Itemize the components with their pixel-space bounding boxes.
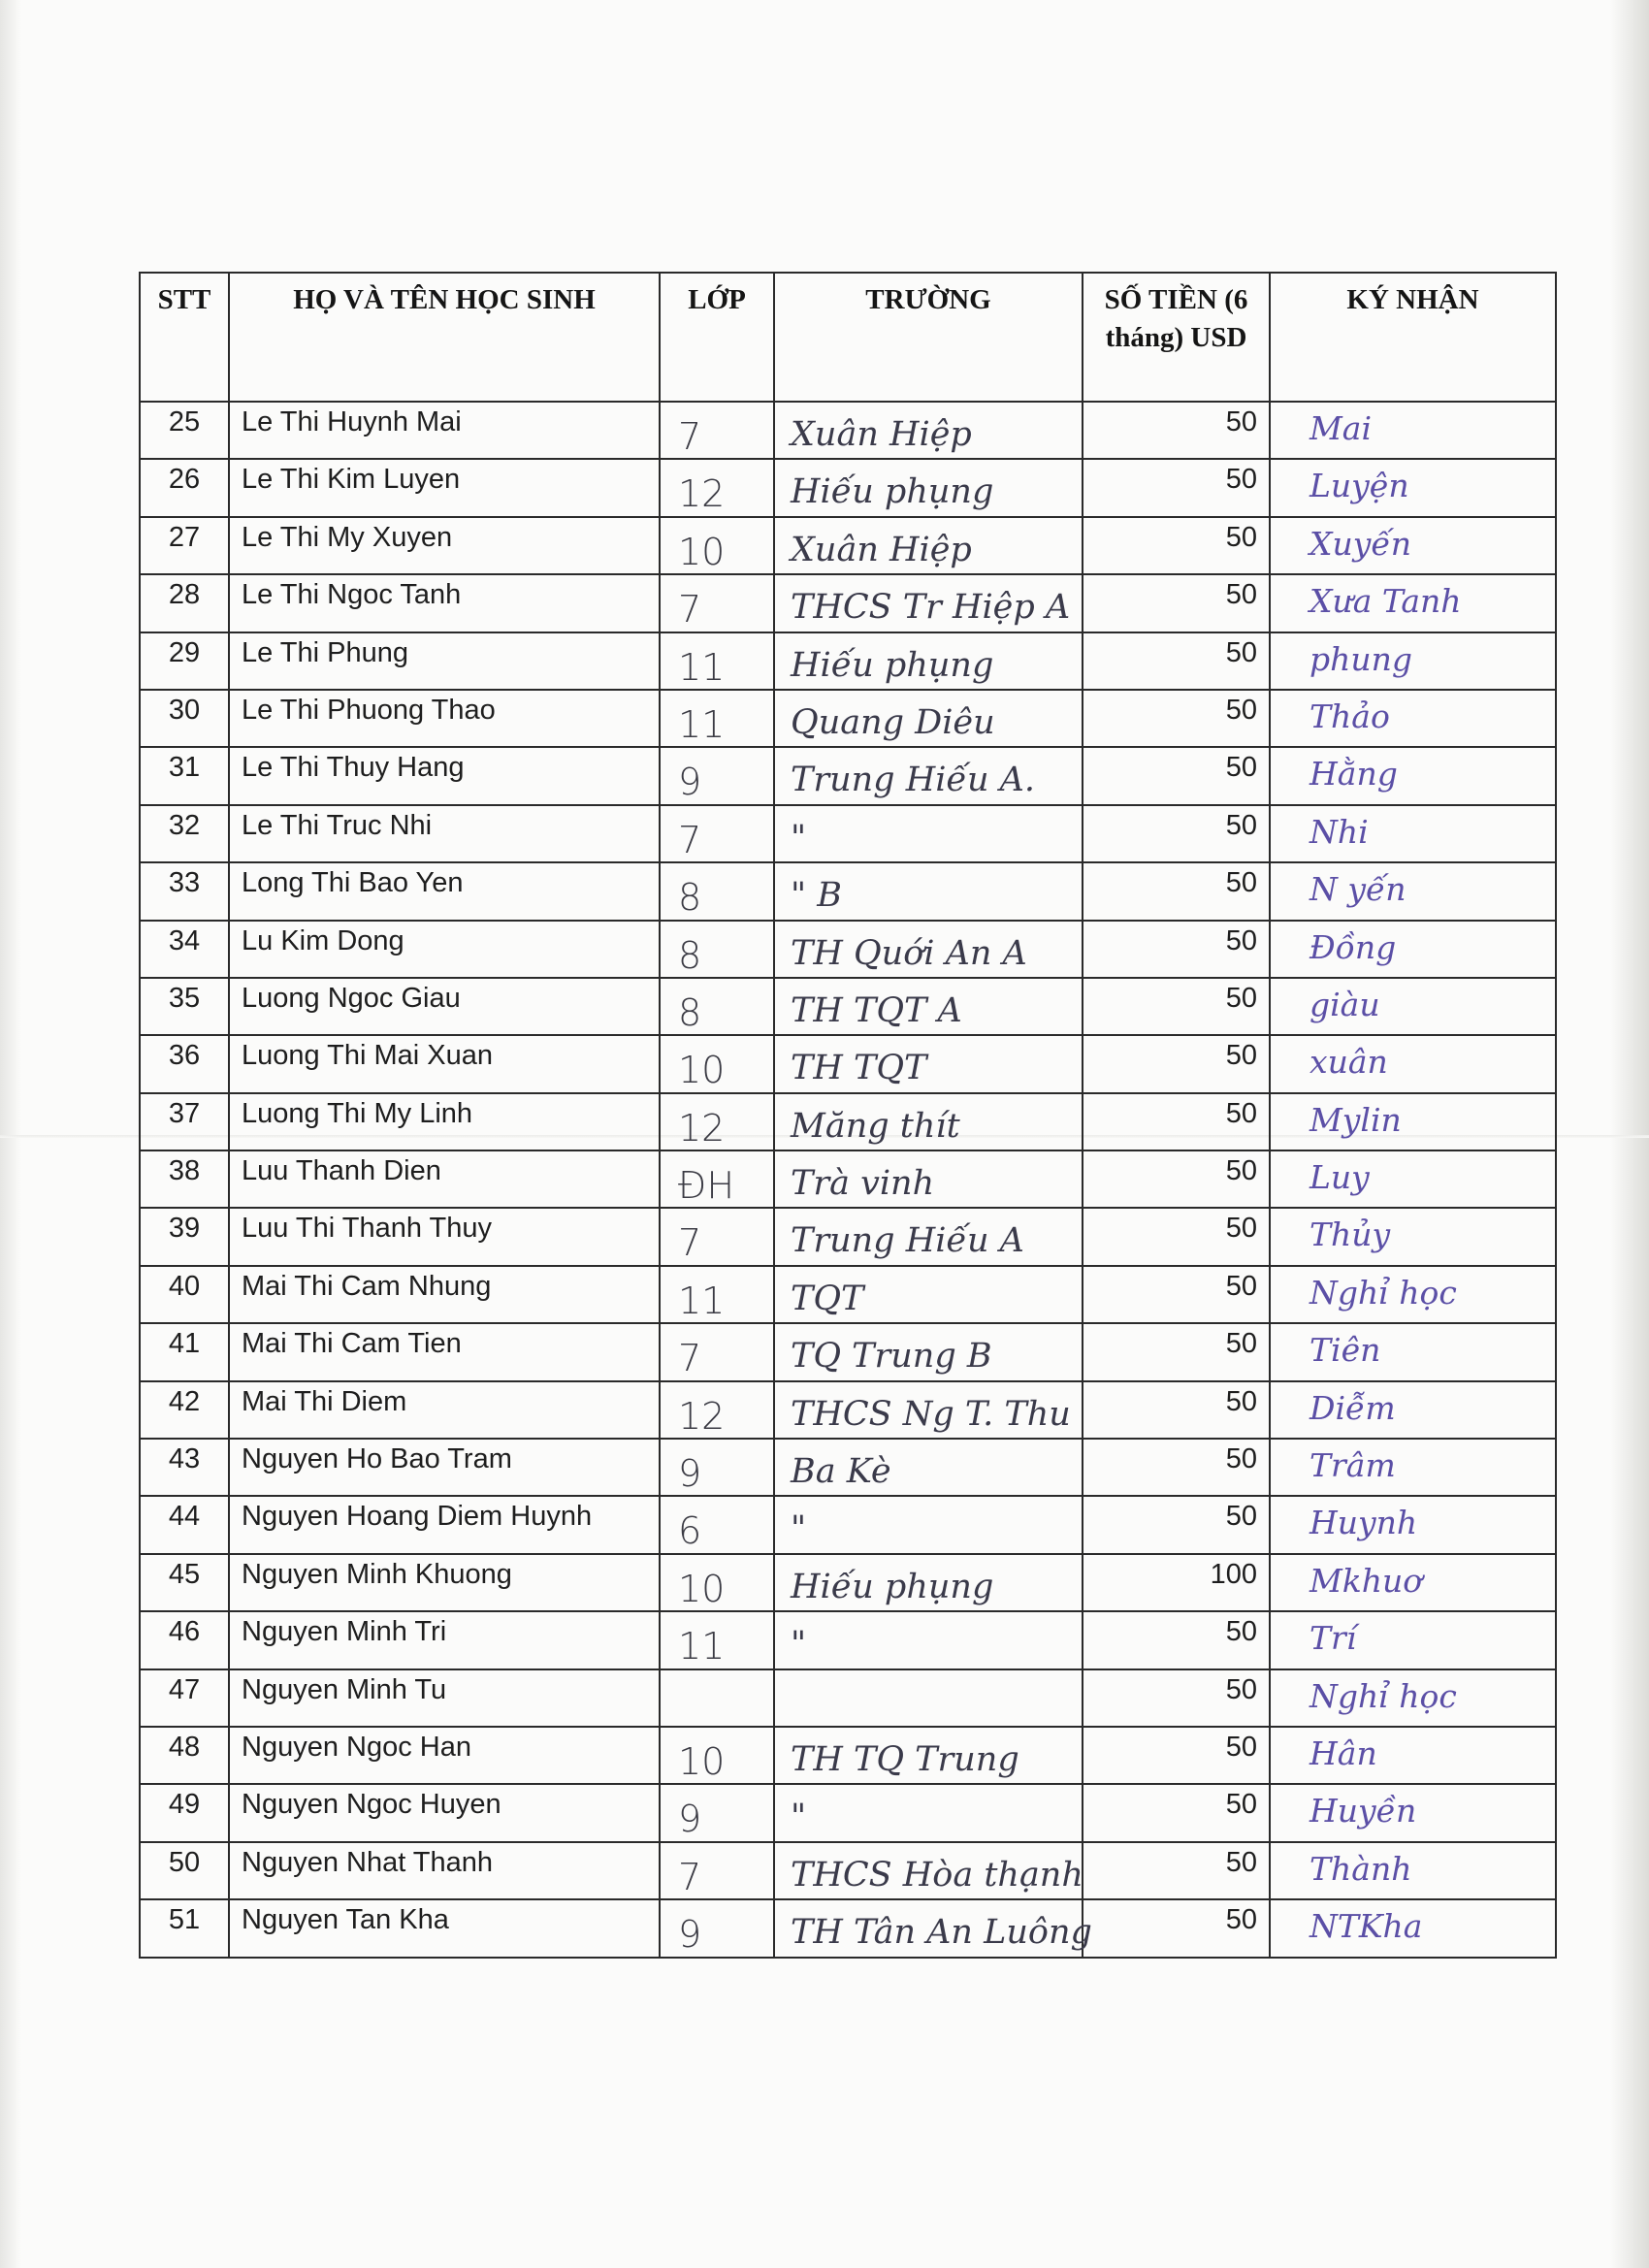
amount-usd: 50: [1083, 1439, 1270, 1496]
table-body: [140, 402, 1556, 1958]
handwritten-signature: Luy: [1310, 1158, 1370, 1197]
row-number: 50: [140, 1842, 229, 1899]
handwritten-signature: N yến: [1310, 870, 1406, 909]
handwritten-grade: 7: [678, 818, 702, 861]
handwritten-signature: Mai: [1310, 409, 1373, 447]
table-row: [140, 632, 1556, 690]
amount-usd: 50: [1083, 1496, 1270, 1553]
amount-usd: 50: [1083, 459, 1270, 516]
table-row: [140, 1611, 1556, 1669]
handwritten-grade: 11: [678, 702, 726, 746]
amount-usd: 50: [1083, 1381, 1270, 1439]
table-row: [140, 1093, 1556, 1150]
handwritten-grade: 7: [678, 1855, 702, 1898]
handwritten-school: Hiếu phụng: [791, 1567, 994, 1606]
handwritten-signature: xuân: [1310, 1043, 1388, 1082]
student-name: Luong Thi My Linh: [229, 1093, 660, 1150]
handwritten-school: TQ Trung B: [791, 1337, 992, 1377]
handwritten-grade-cell: [660, 921, 774, 978]
amount-usd: 50: [1083, 517, 1270, 574]
handwritten-signature: Nghỉ học: [1310, 1273, 1457, 1312]
header-stt: STT: [140, 273, 229, 402]
amount-usd: 50: [1083, 805, 1270, 862]
handwritten-signature-cell: [1270, 402, 1556, 459]
paper-edge-right: [1610, 0, 1649, 2268]
table-row: [140, 1784, 1556, 1841]
header-student-name: HỌ VÀ TÊN HỌC SINH: [229, 273, 660, 402]
handwritten-school: THCS Ng T. Thu: [791, 1394, 1071, 1434]
amount-usd: 50: [1083, 574, 1270, 632]
handwritten-grade: 9: [678, 1452, 702, 1496]
handwritten-signature-cell: [1270, 459, 1556, 516]
handwritten-signature-cell: [1270, 1899, 1556, 1957]
student-name: Le Thi Phung: [229, 632, 660, 690]
handwritten-school: ": [791, 818, 807, 858]
handwritten-grade: 7: [678, 588, 702, 632]
handwritten-school-cell: [774, 1439, 1083, 1496]
handwritten-signature-cell: [1270, 1611, 1556, 1669]
handwritten-grade-cell: [660, 517, 774, 574]
amount-usd: 50: [1083, 1727, 1270, 1784]
table-row: [140, 805, 1556, 862]
row-number: 42: [140, 1381, 229, 1439]
student-name: Mai Thi Cam Nhung: [229, 1266, 660, 1323]
handwritten-grade: 11: [678, 645, 726, 689]
header-signature: KÝ NHẬN: [1270, 273, 1556, 402]
handwritten-school: ": [791, 1509, 807, 1549]
handwritten-grade: 7: [678, 1337, 702, 1380]
row-number: 26: [140, 459, 229, 516]
handwritten-grade: 9: [678, 1913, 702, 1957]
handwritten-signature: Hằng: [1310, 755, 1398, 794]
row-number: 34: [140, 921, 229, 978]
table-row: [140, 1150, 1556, 1208]
student-name: Mai Thi Diem: [229, 1381, 660, 1439]
amount-usd: 50: [1083, 1323, 1270, 1380]
amount-usd: 100: [1083, 1554, 1270, 1611]
handwritten-grade: ĐH: [678, 1164, 735, 1208]
handwritten-signature-cell: [1270, 1208, 1556, 1265]
table-header: [140, 273, 1556, 402]
handwritten-school-cell: [774, 1381, 1083, 1439]
handwritten-grade: 7: [678, 415, 702, 458]
student-name: Nguyen Tan Kha: [229, 1899, 660, 1957]
handwritten-school-cell: [774, 1323, 1083, 1380]
handwritten-signature: Thành: [1310, 1849, 1412, 1888]
row-number: 35: [140, 978, 229, 1035]
student-name: Luong Ngoc Giau: [229, 978, 660, 1035]
handwritten-grade: 8: [678, 933, 702, 977]
handwritten-school-cell: [774, 1611, 1083, 1669]
handwritten-signature: Huynh: [1310, 1504, 1418, 1542]
handwritten-signature: Mylin: [1310, 1100, 1402, 1139]
handwritten-signature-cell: [1270, 574, 1556, 632]
handwritten-grade: 11: [678, 1625, 726, 1669]
handwritten-grade-cell: [660, 1611, 774, 1669]
handwritten-school-cell: [774, 1266, 1083, 1323]
student-name: Le Thi Ngoc Tanh: [229, 574, 660, 632]
handwritten-school: TH TQT A: [791, 990, 962, 1030]
handwritten-signature-cell: [1270, 1439, 1556, 1496]
handwritten-grade-cell: [660, 1093, 774, 1150]
handwritten-grade: 12: [678, 472, 726, 516]
student-name: Lu Kim Dong: [229, 921, 660, 978]
handwritten-signature-cell: [1270, 1669, 1556, 1727]
handwritten-school: " B: [791, 876, 842, 916]
handwritten-grade-cell: [660, 805, 774, 862]
row-number: 44: [140, 1496, 229, 1553]
row-number: 43: [140, 1439, 229, 1496]
handwritten-grade-cell: [660, 690, 774, 747]
amount-usd: 50: [1083, 690, 1270, 747]
row-number: 37: [140, 1093, 229, 1150]
handwritten-grade: 9: [678, 1798, 702, 1841]
handwritten-school: Ba Kè: [791, 1452, 891, 1492]
amount-usd: 50: [1083, 1208, 1270, 1265]
handwritten-signature-cell: [1270, 517, 1556, 574]
student-name: Nguyen Minh Khuong: [229, 1554, 660, 1611]
handwritten-grade: 10: [678, 1049, 726, 1092]
handwritten-signature-cell: [1270, 690, 1556, 747]
student-name: Nguyen Ho Bao Tram: [229, 1439, 660, 1496]
row-number: 46: [140, 1611, 229, 1669]
handwritten-grade-cell: [660, 1266, 774, 1323]
handwritten-signature-cell: [1270, 747, 1556, 804]
handwritten-signature-cell: [1270, 1035, 1556, 1092]
handwritten-signature-cell: [1270, 1554, 1556, 1611]
handwritten-school-cell: [774, 517, 1083, 574]
handwritten-school: Hiếu phụng: [791, 645, 994, 685]
row-number: 39: [140, 1208, 229, 1265]
row-number: 28: [140, 574, 229, 632]
paper-edge-left: [0, 0, 21, 2268]
amount-usd: 50: [1083, 978, 1270, 1035]
table-row: [140, 574, 1556, 632]
table-row: [140, 690, 1556, 747]
student-name: Nguyen Minh Tri: [229, 1611, 660, 1669]
handwritten-signature-cell: [1270, 1266, 1556, 1323]
handwritten-school: Trung Hiếu A.: [791, 761, 1036, 800]
handwritten-grade: 9: [678, 761, 702, 804]
table-row: [140, 747, 1556, 804]
handwritten-school-cell: [774, 747, 1083, 804]
handwritten-signature: Xuyến: [1310, 524, 1411, 563]
handwritten-school-cell: [774, 690, 1083, 747]
amount-usd: 50: [1083, 402, 1270, 459]
handwritten-grade-cell: [660, 1208, 774, 1265]
handwritten-school-cell: [774, 459, 1083, 516]
handwritten-grade-cell: [660, 632, 774, 690]
handwritten-signature: Thảo: [1310, 697, 1390, 735]
handwritten-school: Xuân Hiệp: [791, 415, 972, 454]
handwritten-signature-cell: [1270, 1784, 1556, 1841]
row-number: 30: [140, 690, 229, 747]
student-name: Le Thi My Xuyen: [229, 517, 660, 574]
handwritten-signature: Huyền: [1310, 1792, 1417, 1831]
handwritten-school: TH TQT: [791, 1049, 927, 1088]
student-name: Le Thi Truc Nhi: [229, 805, 660, 862]
amount-usd: 50: [1083, 1035, 1270, 1092]
handwritten-school-cell: [774, 1899, 1092, 1957]
student-name: Luong Thi Mai Xuan: [229, 1035, 660, 1092]
handwritten-grade-cell: [660, 1669, 774, 1727]
handwritten-grade-cell: [660, 1899, 774, 1957]
handwritten-grade-cell: [660, 1842, 774, 1899]
handwritten-grade: 11: [678, 1279, 726, 1322]
handwritten-school: Quang Diêu: [791, 702, 995, 742]
student-name: Nguyen Ngoc Han: [229, 1727, 660, 1784]
handwritten-school: TH Quới An A: [791, 933, 1027, 973]
handwritten-signature-cell: [1270, 978, 1556, 1035]
amount-usd: 50: [1083, 1266, 1270, 1323]
handwritten-school: Xuân Hiệp: [791, 530, 972, 569]
table-row: [140, 459, 1556, 516]
row-number: 27: [140, 517, 229, 574]
handwritten-signature: Mkhuơ: [1310, 1561, 1423, 1600]
handwritten-signature: Hân: [1310, 1733, 1377, 1772]
handwritten-signature: Luyện: [1310, 467, 1409, 505]
header-school: TRƯỜNG: [774, 273, 1083, 402]
student-name: Le Thi Kim Luyen: [229, 459, 660, 516]
amount-usd: 50: [1083, 1611, 1270, 1669]
student-name: Le Thi Thuy Hang: [229, 747, 660, 804]
handwritten-signature: NTKha: [1310, 1907, 1423, 1946]
row-number: 48: [140, 1727, 229, 1784]
handwritten-grade-cell: [660, 1323, 774, 1380]
student-name: Luu Thanh Dien: [229, 1150, 660, 1208]
handwritten-signature: Đồng: [1310, 927, 1397, 966]
header-grade: LỚP: [660, 273, 774, 402]
handwritten-grade: 10: [678, 1739, 726, 1783]
handwritten-school-cell: [774, 1093, 1083, 1150]
handwritten-school-cell: [774, 632, 1083, 690]
handwritten-school: TH Tân An Luông: [791, 1913, 1092, 1953]
handwritten-signature: giàu: [1310, 985, 1380, 1023]
row-number: 40: [140, 1266, 229, 1323]
handwritten-school-cell: [774, 1669, 1083, 1727]
table-row: [140, 1439, 1556, 1496]
amount-usd: 50: [1083, 1093, 1270, 1150]
handwritten-grade: 12: [678, 1394, 726, 1438]
handwritten-school-cell: [774, 402, 1083, 459]
amount-usd: 50: [1083, 862, 1270, 920]
handwritten-grade-cell: [660, 574, 774, 632]
row-number: 29: [140, 632, 229, 690]
handwritten-grade-cell: [660, 978, 774, 1035]
handwritten-grade-cell: [660, 402, 774, 459]
table-row: [140, 1496, 1556, 1553]
handwritten-grade-cell: [660, 459, 774, 516]
handwritten-grade-cell: [660, 1439, 774, 1496]
table-row: [140, 862, 1556, 920]
handwritten-grade: 10: [678, 1567, 726, 1610]
handwritten-school-cell: [774, 1842, 1083, 1899]
handwritten-signature-cell: [1270, 921, 1556, 978]
handwritten-signature-cell: [1270, 1842, 1556, 1899]
table-row: [140, 1035, 1556, 1092]
table-row: [140, 1323, 1556, 1380]
handwritten-school: Hiếu phụng: [791, 472, 994, 512]
student-name: Le Thi Phuong Thao: [229, 690, 660, 747]
table-row: [140, 1842, 1556, 1899]
handwritten-signature: Trâm: [1310, 1446, 1396, 1485]
handwritten-signature: phung: [1310, 639, 1413, 678]
table-row: [140, 402, 1556, 459]
handwritten-school-cell: [774, 574, 1083, 632]
row-number: 47: [140, 1669, 229, 1727]
student-name: Luu Thi Thanh Thuy: [229, 1208, 660, 1265]
handwritten-grade-cell: [660, 1035, 774, 1092]
handwritten-school: TH TQ Trung: [791, 1739, 1019, 1779]
row-number: 49: [140, 1784, 229, 1841]
student-name: Long Thi Bao Yen: [229, 862, 660, 920]
handwritten-signature-cell: [1270, 1381, 1556, 1439]
handwritten-school-cell: [774, 1554, 1083, 1611]
handwritten-signature-cell: [1270, 1093, 1556, 1150]
table-row: [140, 921, 1556, 978]
handwritten-signature-cell: [1270, 1496, 1556, 1553]
handwritten-grade: 8: [678, 876, 702, 920]
handwritten-school-cell: [774, 1496, 1083, 1553]
handwritten-grade-cell: [660, 1554, 774, 1611]
handwritten-grade-cell: [660, 862, 774, 920]
row-number: 25: [140, 402, 229, 459]
student-name: Le Thi Huynh Mai: [229, 402, 660, 459]
row-number: 31: [140, 747, 229, 804]
handwritten-grade-cell: [660, 747, 774, 804]
handwritten-school-cell: [774, 1150, 1083, 1208]
handwritten-school: Trà vinh: [791, 1164, 935, 1204]
handwritten-grade: 7: [678, 1221, 702, 1265]
table-row: [140, 1554, 1556, 1611]
handwritten-grade: 8: [678, 990, 702, 1034]
row-number: 41: [140, 1323, 229, 1380]
handwritten-school: THCS Hòa thạnh: [791, 1855, 1083, 1895]
handwritten-signature: Tiên: [1310, 1331, 1381, 1370]
handwritten-grade: 12: [678, 1106, 726, 1150]
row-number: 45: [140, 1554, 229, 1611]
student-name: Nguyen Hoang Diem Huynh: [229, 1496, 660, 1553]
handwritten-signature-cell: [1270, 632, 1556, 690]
handwritten-signature-cell: [1270, 862, 1556, 920]
student-name: Mai Thi Cam Tien: [229, 1323, 660, 1380]
amount-usd: 50: [1083, 1784, 1270, 1841]
table-row: [140, 1727, 1556, 1784]
handwritten-school: THCS Tr Hiệp A: [791, 588, 1071, 628]
handwritten-school: TQT: [791, 1279, 864, 1318]
amount-usd: 50: [1083, 1842, 1270, 1899]
amount-usd: 50: [1083, 1899, 1270, 1957]
amount-usd: 50: [1083, 747, 1270, 804]
table-row: [140, 1899, 1556, 1957]
header-amount: SỐ TIỀN (6 tháng) USD: [1083, 273, 1270, 402]
handwritten-school-cell: [774, 1208, 1083, 1265]
table-row: [140, 1208, 1556, 1265]
handwritten-school: ": [791, 1625, 807, 1665]
handwritten-school-cell: [774, 1727, 1083, 1784]
amount-usd: 50: [1083, 921, 1270, 978]
handwritten-signature-cell: [1270, 805, 1556, 862]
table-row: [140, 978, 1556, 1035]
table-row: [140, 517, 1556, 574]
handwritten-signature: Diễm: [1310, 1388, 1396, 1427]
handwritten-school-cell: [774, 978, 1083, 1035]
handwritten-signature: Nhi: [1310, 812, 1369, 851]
handwritten-grade-cell: [660, 1150, 774, 1208]
handwritten-signature-cell: [1270, 1323, 1556, 1380]
row-number: 36: [140, 1035, 229, 1092]
handwritten-signature-cell: [1270, 1727, 1556, 1784]
student-name: Nguyen Minh Tu: [229, 1669, 660, 1727]
table-row: [140, 1669, 1556, 1727]
handwritten-school: ": [791, 1798, 807, 1837]
handwritten-grade: 10: [678, 530, 726, 573]
table-row: [140, 1381, 1556, 1439]
handwritten-school-cell: [774, 805, 1083, 862]
handwritten-signature-cell: [1270, 1150, 1556, 1208]
table-row: [140, 1266, 1556, 1323]
handwritten-school: Trung Hiếu A: [791, 1221, 1024, 1261]
handwritten-grade-cell: [660, 1784, 774, 1841]
student-name: Nguyen Nhat Thanh: [229, 1842, 660, 1899]
row-number: 38: [140, 1150, 229, 1208]
student-name: Nguyen Ngoc Huyen: [229, 1784, 660, 1841]
handwritten-school-cell: [774, 921, 1083, 978]
amount-usd: 50: [1083, 1150, 1270, 1208]
handwritten-grade-cell: [660, 1727, 774, 1784]
handwritten-signature: Trí: [1310, 1619, 1357, 1658]
handwritten-signature: Nghỉ học: [1310, 1676, 1457, 1715]
student-payment-table: [139, 272, 1557, 1959]
handwritten-school: Măng thít: [791, 1106, 960, 1146]
handwritten-school-cell: [774, 1784, 1083, 1841]
handwritten-school-cell: [774, 862, 1083, 920]
amount-usd: 50: [1083, 1669, 1270, 1727]
row-number: 51: [140, 1899, 229, 1957]
row-number: 33: [140, 862, 229, 920]
handwritten-grade: 6: [678, 1509, 702, 1553]
amount-usd: 50: [1083, 632, 1270, 690]
handwritten-signature: Thủy: [1310, 1215, 1391, 1254]
handwritten-school-cell: [774, 1035, 1083, 1092]
row-number: 32: [140, 805, 229, 862]
handwritten-grade-cell: [660, 1381, 774, 1439]
handwritten-grade-cell: [660, 1496, 774, 1553]
handwritten-signature: Xưa Tanh: [1310, 582, 1462, 621]
